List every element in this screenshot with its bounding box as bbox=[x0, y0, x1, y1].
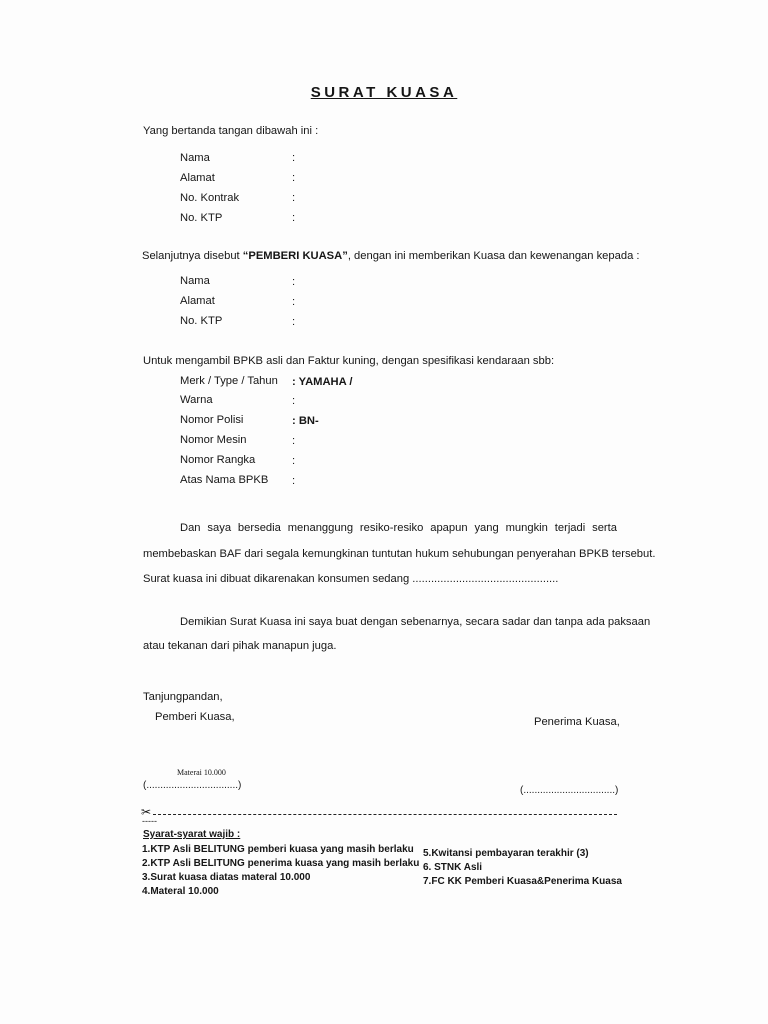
nopol-label: Nomor Polisi bbox=[180, 414, 244, 426]
document-title: SURAT KUASA bbox=[310, 84, 458, 101]
scissors-icon: ✂ bbox=[141, 805, 152, 819]
pemberi-nama-label: Nama bbox=[180, 152, 210, 164]
pemberi-ktp-value: : bbox=[292, 212, 296, 224]
syarat-item-7: 7.FC KK Pemberi Kuasa&Penerima Kuasa bbox=[423, 876, 622, 887]
merk-value: : YAMAHA / bbox=[292, 376, 353, 388]
place-text: Tanjungpandan, bbox=[143, 691, 223, 703]
para1-line3: Surat kuasa ini dibuat dikarenakan konsumen sedang ............................................... bbox=[143, 573, 559, 585]
atas-nama-label: Atas Nama BPKB bbox=[180, 474, 269, 486]
syarat-item-3: 3.Surat kuasa diatas materal 10.000 bbox=[142, 872, 311, 883]
materai-text: Materai 10.000 bbox=[177, 768, 226, 777]
intro-text: Yang bertanda tangan dibawah ini : bbox=[143, 125, 319, 137]
penerima-kuasa-label: Penerima Kuasa, bbox=[534, 716, 620, 728]
syarat-item-4: 4.Materal 10.000 bbox=[142, 886, 219, 897]
penerima-alamat-label: Alamat bbox=[180, 295, 215, 307]
untuk-text: Untuk mengambil BPKB asli dan Faktur kuning, dengan spesifikasi kendaraan sbb: bbox=[143, 355, 555, 367]
warna-value: : bbox=[292, 395, 296, 407]
syarat-item-2: 2.KTP Asli BELITUNG penerima kuasa yang masih berlaku bbox=[142, 858, 420, 869]
mesin-value: : bbox=[292, 435, 296, 447]
rangka-label: Nomor Rangka bbox=[180, 454, 256, 466]
penerima-alamat-value: : bbox=[292, 296, 296, 308]
penerima-nama-value: : bbox=[292, 276, 296, 288]
pemberi-alamat-value: : bbox=[292, 172, 296, 184]
selanjutnya-after: , dengan ini memberikan Kuasa dan kewenangan kepada : bbox=[347, 250, 640, 262]
rangka-value: : bbox=[292, 455, 296, 467]
signature-left: (.................................) bbox=[143, 780, 242, 791]
nopol-value: : BN- bbox=[292, 415, 319, 427]
pemberi-ktp-label: No. KTP bbox=[180, 212, 223, 224]
cut-line bbox=[153, 814, 617, 815]
merk-label: Merk / Type / Tahun bbox=[180, 375, 278, 387]
pemberi-kontrak-label: No. Kontrak bbox=[180, 192, 240, 204]
penerima-ktp-value: : bbox=[292, 316, 296, 328]
penerima-nama-label: Nama bbox=[180, 275, 210, 287]
warna-label: Warna bbox=[180, 394, 213, 406]
pemberi-kuasa-term: “PEMBERI KUASA” bbox=[242, 250, 348, 262]
syarat-title: Syarat-syarat wajib : bbox=[143, 829, 241, 840]
signature-right: (.................................) bbox=[520, 785, 619, 796]
dash-short: ----- bbox=[142, 816, 157, 826]
selanjutnya-line bbox=[142, 250, 640, 262]
para1-line1: Dan saya bersedia menanggung resiko-resiko apapun yang mungkin terjadi serta bbox=[180, 522, 617, 534]
pemberi-alamat-label: Alamat bbox=[180, 172, 215, 184]
para1-line2: membebaskan BAF dari segala kemungkinan tuntutan hukum sehubungan penyerahan BPKB tersebut. bbox=[143, 548, 656, 560]
selanjutnya-before: Selanjutnya disebut bbox=[142, 250, 243, 262]
syarat-item-1: 1.KTP Asli BELITUNG pemberi kuasa yang masih berlaku bbox=[142, 844, 414, 855]
pemberi-nama-value: : bbox=[292, 152, 296, 164]
penerima-ktp-label: No. KTP bbox=[180, 315, 223, 327]
mesin-label: Nomor Mesin bbox=[180, 434, 247, 446]
pemberi-kontrak-value: : bbox=[292, 192, 296, 204]
para2-line2: atau tekanan dari pihak manapun juga. bbox=[143, 640, 337, 652]
para2-line1: Demikian Surat Kuasa ini saya buat dengan sebenarnya, secara sadar dan tanpa ada paksaan bbox=[180, 616, 651, 628]
atas-nama-value: : bbox=[292, 475, 296, 487]
syarat-item-5: 5.Kwitansi pembayaran terakhir (3) bbox=[423, 848, 589, 859]
syarat-item-6: 6. STNK Asli bbox=[423, 862, 483, 873]
pemberi-kuasa-label: Pemberi Kuasa, bbox=[155, 711, 235, 723]
